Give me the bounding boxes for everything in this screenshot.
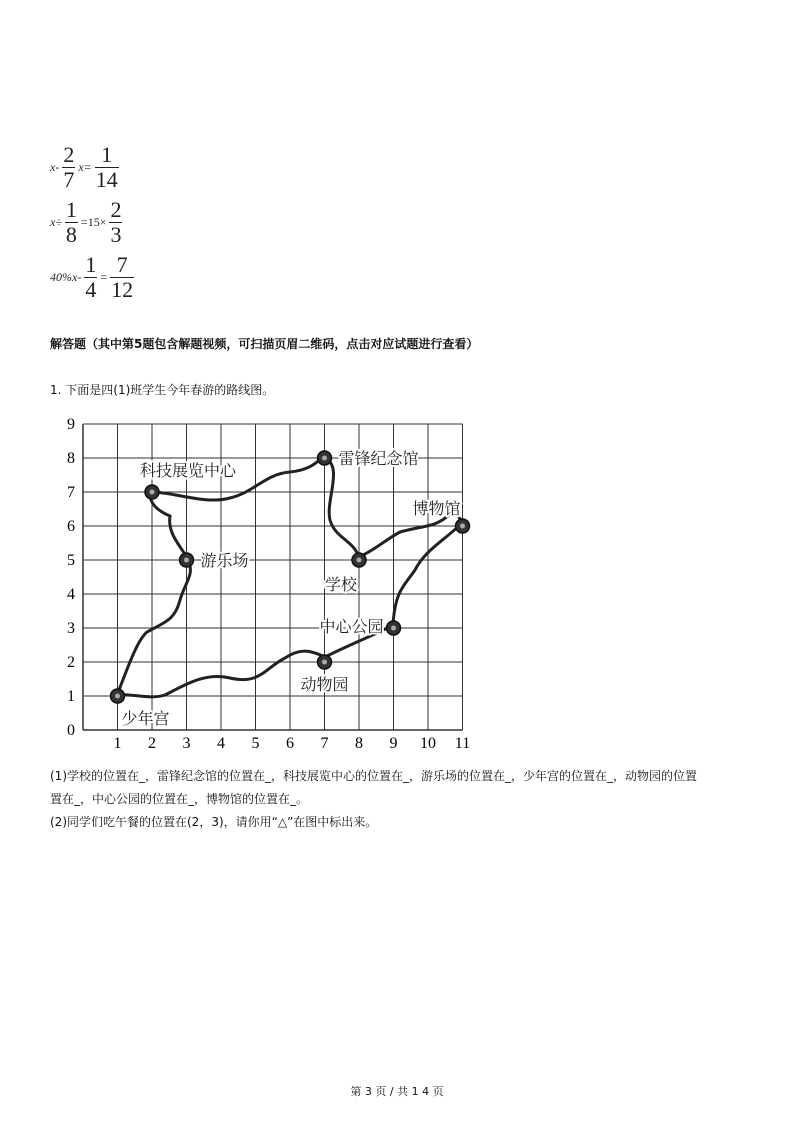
y-tick-label: 6 bbox=[67, 518, 75, 535]
fraction-numerator: 2 bbox=[110, 197, 122, 222]
equation-1 bbox=[50, 143, 122, 192]
x-tick-label: 4 bbox=[217, 735, 225, 752]
x-tick-label: 5 bbox=[251, 735, 260, 752]
fraction-numerator: 1 bbox=[65, 197, 77, 222]
fraction-numerator: 1 bbox=[101, 142, 113, 167]
fraction-numerator: 1 bbox=[85, 252, 97, 277]
x-tick-label: 11 bbox=[454, 735, 471, 752]
x-tick-label: 7 bbox=[320, 735, 329, 752]
route-map-svg bbox=[55, 410, 485, 755]
map-point-label: 动物园 bbox=[300, 675, 349, 694]
map-point-label: 少年宫 bbox=[121, 709, 170, 728]
answer-block bbox=[50, 765, 750, 834]
y-tick-label: 3 bbox=[67, 620, 75, 637]
y-tick-label: 8 bbox=[67, 450, 75, 467]
equation-2-prefix: x÷ bbox=[50, 215, 62, 229]
equation-2 bbox=[50, 198, 125, 247]
fraction-denominator: 12 bbox=[111, 277, 134, 302]
x-tick-label: 8 bbox=[355, 735, 363, 752]
x-tick-label: 1 bbox=[113, 735, 122, 752]
y-tick-label: 5 bbox=[67, 552, 75, 569]
route-map bbox=[55, 410, 485, 755]
map-point-center bbox=[322, 660, 327, 665]
equation-3-fraction-1 bbox=[84, 253, 97, 302]
y-tick-label: 9 bbox=[67, 416, 75, 433]
equation-1-prefix: x- bbox=[50, 160, 60, 174]
map-point-label: 学校 bbox=[324, 575, 358, 594]
equation-3-prefix: 40%x- bbox=[50, 270, 82, 284]
map-point-label: 博物馆 bbox=[412, 499, 461, 518]
answer-line-2: 置在_，中心公园的位置在_，博物馆的位置在_。 bbox=[50, 792, 309, 806]
equation-1-mid: x= bbox=[78, 160, 92, 174]
map-point-center bbox=[184, 558, 189, 563]
map-point-center bbox=[391, 626, 396, 631]
x-tick-label: 9 bbox=[389, 735, 398, 752]
x-tick-label: 3 bbox=[182, 735, 191, 752]
map-point-label: 雷锋纪念馆 bbox=[338, 449, 419, 468]
map-point-label: 科技展览中心 bbox=[140, 461, 237, 480]
fraction-denominator: 3 bbox=[110, 222, 122, 247]
page-footer: 第 3 页 / 共 1 4 页 bbox=[350, 1085, 444, 1098]
section-title: 解答题（其中第5题包含解题视频，可扫描页眉二维码，点击对应试题进行查看） bbox=[50, 337, 479, 351]
fraction-numerator: 2 bbox=[63, 142, 75, 167]
map-point-center bbox=[150, 490, 155, 495]
fraction-denominator: 8 bbox=[65, 222, 77, 247]
equation-1-fraction-2 bbox=[95, 143, 119, 192]
y-tick-label: 7 bbox=[67, 484, 75, 501]
fraction-numerator: 7 bbox=[116, 252, 128, 277]
equation-1-fraction-1 bbox=[62, 143, 75, 192]
x-tick-label: 2 bbox=[148, 735, 156, 752]
answer-line-1: (1)学校的位置在_，雷锋纪念馆的位置在_，科技展览中心的位置在_，游乐场的位置在_，少年宫的位置在_，动物园的位置 bbox=[50, 769, 698, 783]
y-tick-label: 4 bbox=[67, 586, 75, 603]
equation-2-fraction-1 bbox=[65, 198, 78, 247]
equation-3-mid: = bbox=[100, 270, 108, 284]
map-point-center bbox=[460, 524, 465, 529]
x-tick-label: 6 bbox=[286, 735, 294, 752]
map-point-center bbox=[115, 694, 120, 699]
map-point-label: 中心公园 bbox=[319, 617, 384, 636]
y-tick-label: 1 bbox=[67, 688, 75, 705]
y-tick-label: 0 bbox=[67, 722, 75, 739]
x-tick-label: 10 bbox=[420, 735, 436, 752]
fraction-denominator: 4 bbox=[85, 277, 97, 302]
question-1-text: 1. 下面是四(1)班学生今年春游的路线图。 bbox=[50, 383, 275, 397]
fraction-denominator: 14 bbox=[95, 167, 118, 192]
fraction-denominator: 7 bbox=[63, 167, 75, 192]
answer-line-3: (2)同学们吃午餐的位置在(2，3)，请你用“△”在图中标出来。 bbox=[50, 815, 378, 829]
equation-3 bbox=[50, 253, 137, 302]
map-point-center bbox=[357, 558, 362, 563]
map-point-label: 游乐场 bbox=[200, 551, 249, 570]
equation-2-mid: =15× bbox=[80, 215, 107, 229]
equation-2-fraction-2 bbox=[109, 198, 122, 247]
y-tick-label: 2 bbox=[67, 654, 75, 671]
equation-3-fraction-2 bbox=[110, 253, 134, 302]
map-point-center bbox=[322, 456, 327, 461]
